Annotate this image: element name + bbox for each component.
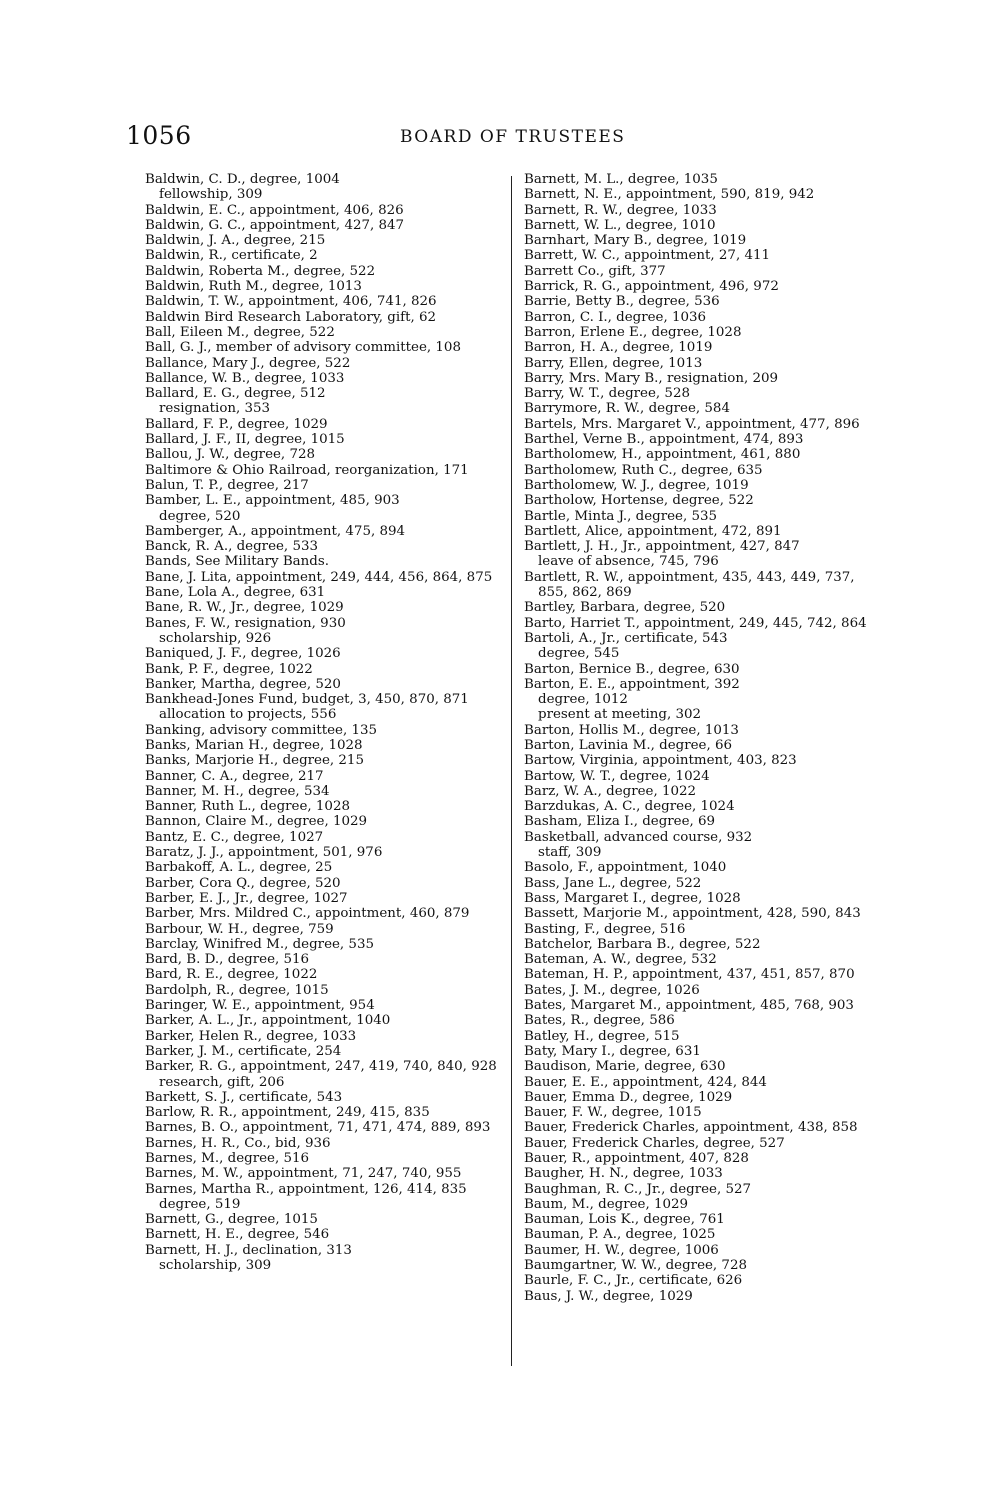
index-entry: Banner, M. H., degree, 534 — [145, 783, 330, 799]
index-entry: Bassett, Marjorie M., appointment, 428, 590, 843 — [524, 906, 861, 922]
index-subentry: research, gift, 206 — [159, 1074, 285, 1090]
index-entry: Bard, B. D., degree, 516 — [145, 952, 310, 968]
index-entry: Bartlett, R. W., appointment, 435, 443, 449, 737, 855, 862, 869 — [524, 569, 855, 601]
index-entry: Bartels, Mrs. Margaret V., appointment, 477, 896 — [524, 416, 860, 432]
index-entry: Bamberger, A., appointment, 475, 894 — [145, 523, 406, 539]
index-entry: Banck, R. A., degree, 533 — [145, 539, 318, 555]
index-entry: Barrett Co., gift, 377 — [524, 263, 666, 279]
index-entry: Baldwin, G. C., appointment, 427, 847 — [145, 217, 405, 233]
index-entry: Barnett, N. E., appointment, 590, 819, 942 — [524, 187, 815, 203]
index-entry: Barkett, S. J., certificate, 543 — [145, 1089, 343, 1105]
index-entry: Bannon, Claire M., degree, 1029 — [145, 814, 368, 830]
index-column-right — [524, 172, 874, 1304]
index-entry: Bauer, F. W., degree, 1015 — [524, 1105, 702, 1121]
index-entry: Baty, Mary I., degree, 631 — [524, 1043, 701, 1059]
index-entry: Barnett, H. J., declination, 313 — [145, 1242, 352, 1258]
index-entry: Barry, Ellen, degree, 1013 — [524, 355, 703, 371]
index-entry: Bateman, A. W., degree, 532 — [524, 952, 717, 968]
index-entry: Barry, Mrs. Mary B., resignation, 209 — [524, 370, 779, 386]
index-entry: Barker, Helen R., degree, 1033 — [145, 1028, 357, 1044]
index-subentry: allocation to projects, 556 — [159, 707, 337, 723]
index-entry: Barzdukas, A. C., degree, 1024 — [524, 799, 735, 815]
index-entry: Bauer, Frederick Charles, degree, 527 — [524, 1135, 785, 1151]
index-entry: Basham, Eliza I., degree, 69 — [524, 814, 716, 830]
index-entry: Baudison, Marie, degree, 630 — [524, 1059, 726, 1075]
index-entry: Bartow, W. T., degree, 1024 — [524, 768, 710, 784]
index-entry: Bardolph, R., degree, 1015 — [145, 982, 329, 998]
index-entry: Bamber, L. E., appointment, 485, 903 — [145, 493, 400, 509]
index-entry: Baumer, H. W., degree, 1006 — [524, 1242, 719, 1258]
index-entry: Bass, Jane L., degree, 522 — [524, 875, 702, 891]
index-subentry: fellowship, 309 — [159, 187, 263, 203]
index-entry: Barber, Cora Q., degree, 520 — [145, 875, 341, 891]
index-entry: Bass, Margaret I., degree, 1028 — [524, 890, 741, 906]
index-entry: Banes, F. W., resignation, 930 — [145, 615, 346, 631]
index-entry: Ballard, J. F., II, degree, 1015 — [145, 432, 345, 448]
index-entry: Barz, W. A., degree, 1022 — [524, 783, 697, 799]
index-entry: Bartholow, Hortense, degree, 522 — [524, 493, 754, 509]
index-entry: Bauer, R., appointment, 407, 828 — [524, 1151, 749, 1166]
index-entry: Barnes, B. O., appointment, 71, 471, 474, 889, 893 — [145, 1120, 491, 1136]
index-entry: Baringer, W. E., appointment, 954 — [145, 998, 375, 1014]
index-subentry: degree, 519 — [159, 1196, 241, 1212]
index-subentry: degree, 545 — [538, 646, 620, 662]
index-entry: Bartlett, Alice, appointment, 472, 891 — [524, 523, 782, 539]
index-entry: Batley, H., degree, 515 — [524, 1028, 680, 1044]
index-entry: Bartoli, A., Jr., certificate, 543 — [524, 630, 728, 646]
index-entry: Bartley, Barbara, degree, 520 — [524, 600, 726, 616]
index-entry: Bates, J. M., degree, 1026 — [524, 982, 700, 998]
index-entry: Baum, M., degree, 1029 — [524, 1196, 689, 1212]
index-entry: Bauer, Emma D., degree, 1029 — [524, 1089, 733, 1105]
running-head: BOARD OF TRUSTEES — [400, 127, 626, 147]
index-entry: Bates, R., degree, 586 — [524, 1013, 675, 1029]
index-entry: Batchelor, Barbara B., degree, 522 — [524, 936, 761, 952]
index-entry: Barton, E. E., appointment, 392 — [524, 676, 740, 692]
index-entry: Bartholomew, W. J., degree, 1019 — [524, 477, 749, 493]
index-entry: Baldwin, J. A., degree, 215 — [145, 233, 326, 249]
index-entry: Ballard, E. G., degree, 512 — [145, 386, 326, 402]
index-entry: Barnett, R. W., degree, 1033 — [524, 202, 717, 218]
index-entry: Barrie, Betty B., degree, 536 — [524, 294, 720, 310]
index-entry: Barto, Harriet T., appointment, 249, 445, 742, 864 — [524, 615, 867, 631]
index-subentry: resignation, 353 — [159, 401, 271, 417]
index-subentry: scholarship, 926 — [159, 630, 272, 646]
index-subentry: degree, 520 — [159, 508, 241, 524]
index-entry: Banking, advisory committee, 135 — [145, 722, 378, 738]
page-number: 1056 — [126, 121, 192, 150]
index-entry: Bartow, Virginia, appointment, 403, 823 — [524, 753, 797, 769]
index-entry: Barton, Lavinia M., degree, 66 — [524, 737, 733, 753]
index-entry: Baurle, F. C., Jr., certificate, 626 — [524, 1273, 743, 1289]
index-entry: Barclay, Winifred M., degree, 535 — [145, 936, 374, 952]
column-divider — [511, 176, 512, 1366]
index-entry: Barry, W. T., degree, 528 — [524, 386, 690, 402]
index-entry: Bane, J. Lita, appointment, 249, 444, 456, 864, 875 — [145, 569, 493, 585]
index-subentry: leave of absence, 745, 796 — [538, 554, 719, 570]
index-entry: Baldwin, R., certificate, 2 — [145, 248, 318, 264]
index-entry: Barnett, M. L., degree, 1035 — [524, 172, 718, 187]
index-subentry: scholarship, 309 — [159, 1258, 272, 1274]
index-entry: Bands, See Military Bands. — [145, 554, 329, 570]
index-entry: Baldwin, E. C., appointment, 406, 826 — [145, 202, 404, 218]
index-entry: Bauman, Lois K., degree, 761 — [524, 1212, 725, 1228]
index-entry: Bank, P. F., degree, 1022 — [145, 661, 313, 677]
index-subentry: staff, 309 — [538, 845, 602, 861]
index-entry: Barton, Bernice B., degree, 630 — [524, 661, 740, 677]
index-entry: Bates, Margaret M., appointment, 485, 768, 903 — [524, 998, 854, 1014]
index-entry: Barker, A. L., Jr., appointment, 1040 — [145, 1013, 391, 1029]
index-entry: Basolo, F., appointment, 1040 — [524, 860, 727, 876]
index-entry: Barnes, H. R., Co., bid, 936 — [145, 1135, 331, 1151]
index-entry: Baniqued, J. F., degree, 1026 — [145, 646, 341, 662]
index-entry: Barker, R. G., appointment, 247, 419, 740, 840, 928 — [145, 1059, 497, 1075]
index-entry: Balun, T. P., degree, 217 — [145, 477, 309, 493]
index-entry: Bartle, Minta J., degree, 535 — [524, 508, 718, 524]
index-entry: Barrick, R. G., appointment, 496, 972 — [524, 279, 779, 295]
index-entry: Baldwin, Roberta M., degree, 522 — [145, 263, 376, 279]
index-entry: Bantz, E. C., degree, 1027 — [145, 829, 324, 845]
index-column-left — [145, 172, 497, 1273]
index-entry: Barber, Mrs. Mildred C., appointment, 460, 879 — [145, 906, 470, 922]
index-entry: Barron, H. A., degree, 1019 — [524, 340, 713, 356]
index-entry: Ballou, J. W., degree, 728 — [145, 447, 316, 463]
index-entry: Barthel, Verne B., appointment, 474, 893 — [524, 432, 804, 448]
index-entry: Banner, Ruth L., degree, 1028 — [145, 799, 350, 815]
index-entry: Banner, C. A., degree, 217 — [145, 768, 324, 784]
index-entry: Banks, Marjorie H., degree, 215 — [145, 753, 364, 769]
index-entry: Barton, Hollis M., degree, 1013 — [524, 722, 739, 738]
index-entry: Baldwin, T. W., appointment, 406, 741, 826 — [145, 294, 437, 310]
index-entry: Barron, C. I., degree, 1036 — [524, 309, 707, 325]
index-entry: Ballard, F. P., degree, 1029 — [145, 416, 328, 432]
index-entry: Barnes, M. W., appointment, 71, 247, 740, 955 — [145, 1166, 462, 1182]
index-entry: Barnes, M., degree, 516 — [145, 1151, 310, 1166]
index-entry: Bane, Lola A., degree, 631 — [145, 585, 326, 601]
index-entry: Barnett, G., degree, 1015 — [145, 1212, 318, 1228]
index-entry: Barbakoff, A. L., degree, 25 — [145, 860, 333, 876]
index-entry: Basketball, advanced course, 932 — [524, 829, 753, 845]
index-entry: Banks, Marian H., degree, 1028 — [145, 737, 363, 753]
index-entry: Banker, Martha, degree, 520 — [145, 676, 341, 692]
index-entry: Barrymore, R. W., degree, 584 — [524, 401, 730, 417]
index-entry: Ballance, W. B., degree, 1033 — [145, 370, 345, 386]
index-entry: Baughman, R. C., Jr., degree, 527 — [524, 1181, 752, 1197]
index-entry: Ball, G. J., member of advisory committee, 108 — [145, 340, 461, 356]
index-subentry: degree, 1012 — [538, 692, 628, 708]
index-subentry: present at meeting, 302 — [538, 707, 702, 723]
index-entry: Baugher, H. N., degree, 1033 — [524, 1166, 723, 1182]
index-entry: Barrett, W. C., appointment, 27, 411 — [524, 248, 771, 264]
index-entry: Bartholomew, Ruth C., degree, 635 — [524, 462, 763, 478]
index-entry: Barker, J. M., certificate, 254 — [145, 1043, 342, 1059]
index-entry: Bauer, E. E., appointment, 424, 844 — [524, 1074, 767, 1090]
index-entry: Baldwin Bird Research Laboratory, gift, 62 — [145, 309, 437, 325]
index-entry: Baumgartner, W. W., degree, 728 — [524, 1258, 747, 1274]
index-entry: Bartholomew, H., appointment, 461, 880 — [524, 447, 801, 463]
index-entry: Ball, Eileen M., degree, 522 — [145, 324, 335, 340]
index-entry: Baldwin, C. D., degree, 1004 — [145, 172, 340, 187]
index-entry: Bane, R. W., Jr., degree, 1029 — [145, 600, 344, 616]
index-entry: Baus, J. W., degree, 1029 — [524, 1288, 693, 1304]
index-entry: Barron, Erlene E., degree, 1028 — [524, 324, 742, 340]
index-entry: Ballance, Mary J., degree, 522 — [145, 355, 351, 371]
index-entry: Barnett, W. L., degree, 1010 — [524, 217, 716, 233]
index-entry: Barnett, H. E., degree, 546 — [145, 1227, 330, 1243]
index-entry: Bard, R. E., degree, 1022 — [145, 967, 318, 983]
index-entry: Bankhead-Jones Fund, budget, 3, 450, 870, 871 — [145, 692, 469, 708]
index-entry: Barnhart, Mary B., degree, 1019 — [524, 233, 747, 249]
index-entry: Barbour, W. H., degree, 759 — [145, 921, 334, 937]
index-entry: Barnes, Martha R., appointment, 126, 414, 835 — [145, 1181, 467, 1197]
index-entry: Basting, F., degree, 516 — [524, 921, 686, 937]
index-entry: Bateman, H. P., appointment, 437, 451, 857, 870 — [524, 967, 855, 983]
index-entry: Barlow, R. R., appointment, 249, 415, 835 — [145, 1105, 430, 1121]
index-entry: Bauer, Frederick Charles, appointment, 438, 858 — [524, 1120, 858, 1136]
index-entry: Baldwin, Ruth M., degree, 1013 — [145, 279, 362, 295]
index-entry: Baltimore & Ohio Railroad, reorganization, 171 — [145, 462, 469, 478]
index-entry: Barber, E. J., Jr., degree, 1027 — [145, 890, 348, 906]
index-entry: Bartlett, J. H., Jr., appointment, 427, 847 — [524, 539, 800, 555]
index-entry: Bauman, P. A., degree, 1025 — [524, 1227, 716, 1243]
index-entry: Baratz, J. J., appointment, 501, 976 — [145, 845, 383, 861]
